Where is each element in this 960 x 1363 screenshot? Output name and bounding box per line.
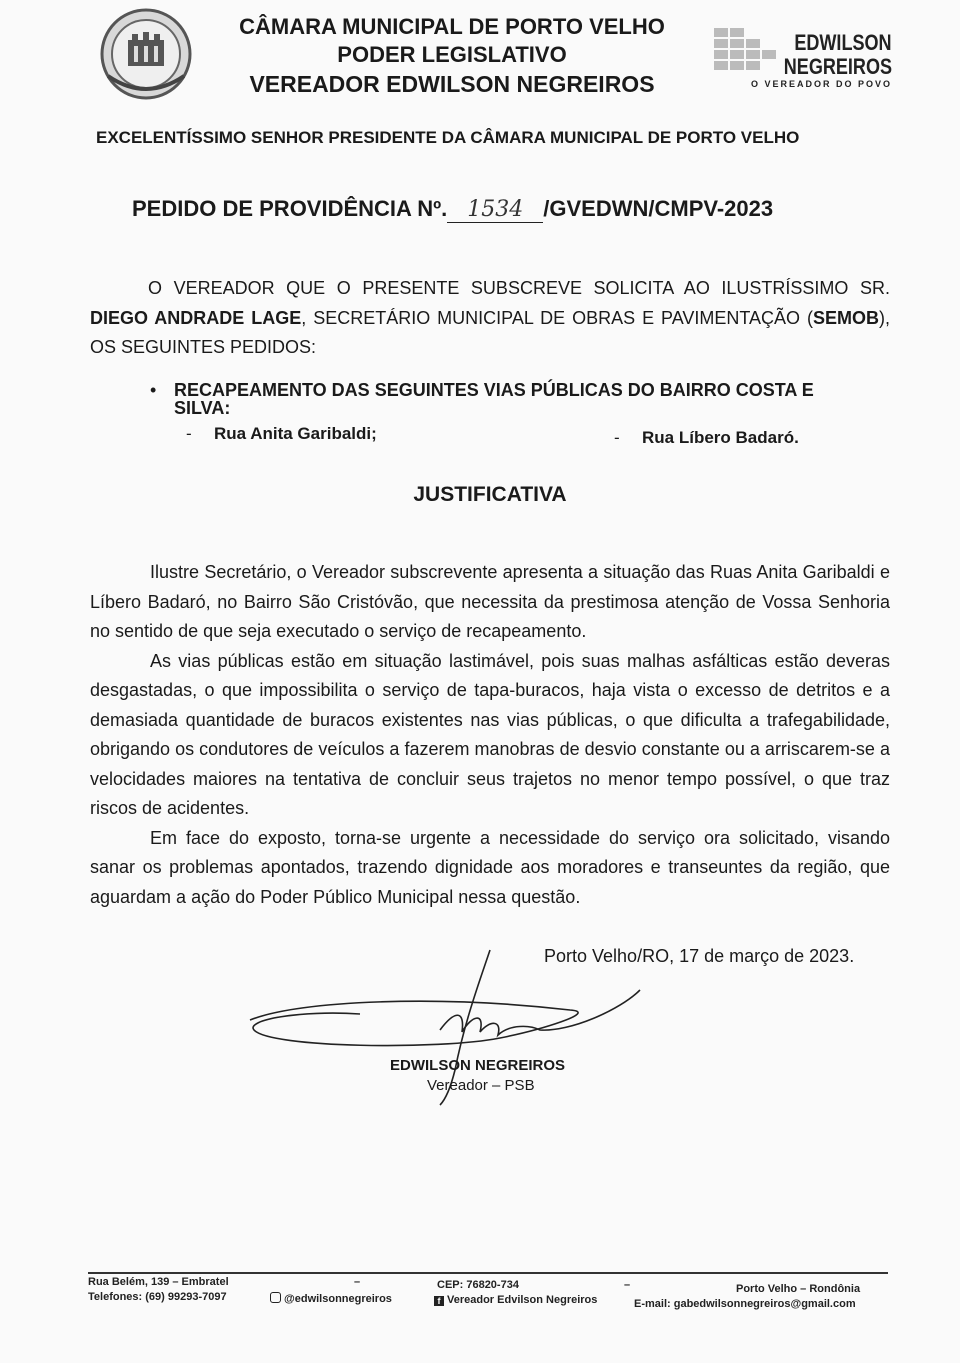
intro-paragraph [90, 274, 890, 363]
signer-role: Vereador – PSB [427, 1077, 535, 1094]
footer-cep: CEP: 76820-734 [437, 1279, 519, 1291]
bullet-line-1: RECAPEAMENTO DAS SEGUINTES VIAS PÚBLICAS DO BAIRRO COSTA E [174, 380, 814, 400]
brand-line-2: NEGREIROS [783, 54, 892, 79]
justification-paragraph-3: Em face do exposto, torna-se urgente a necessidade do serviço ora solicitado, visando sanar os problemas apontados, trazendo dignidade aos moradores e transeuntes da região, que aguardam a ação do Poder Público Municipal nessa questão. [90, 827, 890, 907]
brand-line-1: EDWILSON [794, 30, 892, 55]
intro-text-2: , SECRETÁRIO MUNICIPAL DE OBRAS E PAVIMENTAÇÃO ( [301, 307, 813, 328]
brand-logo [712, 26, 892, 96]
justification-paragraph-1: Ilustre Secretário, o Vereador subscrevente apresenta a situação das Ruas Anita Garibaldi e Líbero Badaró, no Bairro São Cristóvão, que necessita da prestimosa atenção de Vossa Senhoria no sentido de que seja executado o serviço de recapeamento. [90, 562, 890, 641]
header-line-3: VEREADOR EDWILSON NEGREIROS [249, 71, 655, 97]
intro-text-3: ), OS SEGUINTES PEDIDOS: [90, 307, 891, 357]
footer-dash: – [624, 1279, 631, 1291]
request-number-handwritten: 1534 [447, 197, 543, 223]
footer-instagram [270, 1292, 392, 1305]
instagram-icon [270, 1292, 281, 1303]
footer-email: E-mail: gabedwilsonnegreiros@gmail.com [634, 1298, 856, 1310]
request-prefix: PEDIDO DE PROVIDÊNCIA Nº. [132, 196, 448, 221]
justification-title: JUSTIFICATIVA [413, 483, 567, 506]
signer-name: EDWILSON NEGREIROS [390, 1057, 566, 1074]
justification-body [90, 558, 890, 912]
organization-acronym: SEMOB [813, 307, 880, 328]
street-1: Rua Anita Garibaldi; [214, 424, 377, 443]
brand-tagline: O VEREADOR DO POVO [750, 79, 892, 89]
footer-phones: Telefones: (69) 99293-7097 [88, 1291, 227, 1303]
dash-icon: - [614, 428, 620, 447]
intro-text-1: O VEREADOR QUE O PRESENTE SUBSCREVE SOLICITA AO ILUSTRÍSSIMO SR. [148, 278, 890, 298]
addressee: EXCELENTÍSSIMO SENHOR PRESIDENTE DA CÂMARA MUNICIPAL DE PORTO VELHO [96, 128, 800, 147]
footer-dash: – [354, 1276, 361, 1288]
street-2: Rua Líbero Badaró. [642, 428, 799, 447]
request-suffix: /GVEDWN/CMPV-2023 [543, 196, 774, 221]
secretary-name: DIEGO ANDRADE LAGE [90, 307, 302, 328]
header-line-2: PODER LEGISLATIVO [337, 42, 567, 67]
bullet-icon: • [150, 380, 157, 400]
facebook-page: Vereador Edvilson Negreiros [447, 1294, 598, 1306]
footer-facebook [434, 1294, 597, 1306]
footer-city: Porto Velho – Rondônia [736, 1283, 861, 1295]
bullet-line-2: SILVA: [174, 398, 231, 418]
footer-divider [88, 1272, 888, 1274]
justification-paragraph-2: As vias públicas estão em situação lastimável, pois suas malhas asfálticas estão deveras desgastadas, o que impossibilita o serviço de tapa-buracos, haja vista o excesso de detritos e a demasiada quantidade de buracos existentes nas vias públicas, o que dificulta a trafegabilidade, obrigando os condutores de veículos a fazerem manobras de desvio constante ou a arriscarem-se a velocidades maiores na tentativa de concluir seus trajetos no menor tempo possível, o que traz riscos de acidentes. [90, 650, 890, 818]
header-line-1: CÂMARA MUNICIPAL DE PORTO VELHO [239, 14, 665, 39]
date-line: Porto Velho/RO, 17 de março de 2023. [544, 946, 855, 966]
footer-address: Rua Belém, 139 – Embratel [88, 1276, 229, 1288]
dash-icon: - [186, 424, 192, 443]
request-title [132, 196, 773, 223]
facebook-icon: f [434, 1296, 444, 1306]
instagram-handle: @edwilsonnegreiros [284, 1293, 392, 1305]
